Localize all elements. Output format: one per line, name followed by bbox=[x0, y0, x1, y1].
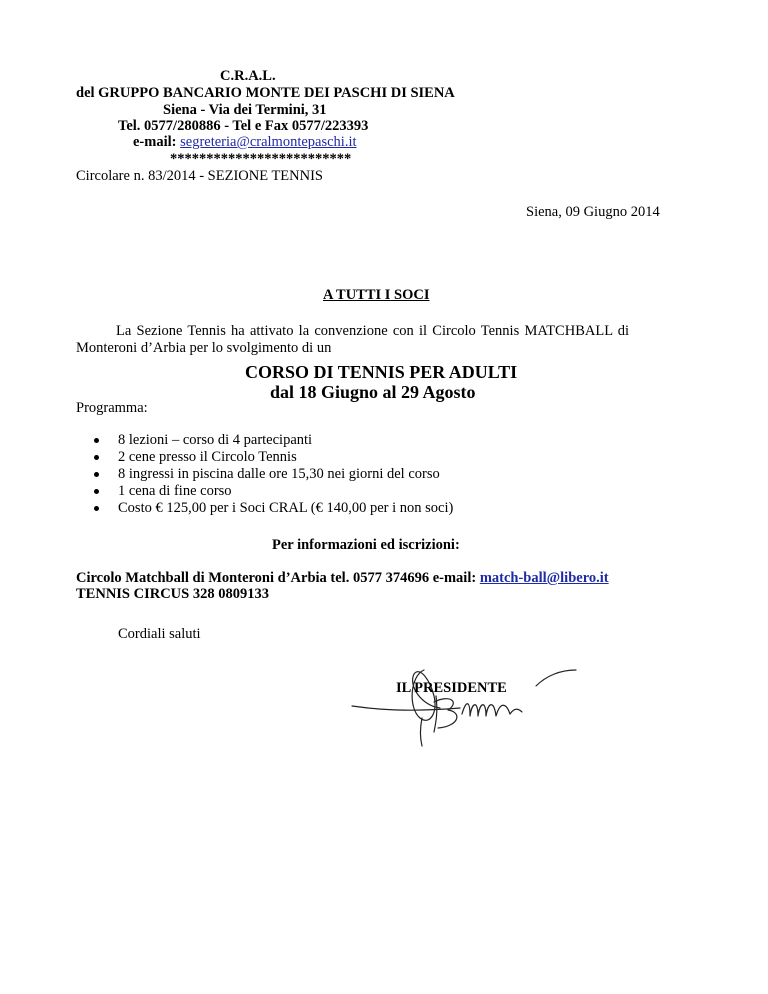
group-name: del GRUPPO BANCARIO MONTE DEI PASCHI DI SIENA bbox=[76, 85, 455, 101]
bullet-icon bbox=[94, 438, 99, 443]
org-name: C.R.A.L. bbox=[220, 68, 276, 84]
contact-line2: TENNIS CIRCUS 328 0809133 bbox=[76, 586, 269, 602]
program-item-text: 8 ingressi in piscina dalle ore 15,30 nei giorni del corso bbox=[118, 466, 440, 482]
closing-text: Cordiali saluti bbox=[118, 626, 201, 642]
program-label: Programma: bbox=[76, 400, 148, 416]
program-list bbox=[94, 432, 453, 517]
list-item bbox=[94, 466, 453, 483]
email-line bbox=[133, 134, 357, 151]
course-title: CORSO DI TENNIS PER ADULTI bbox=[245, 362, 518, 382]
signature bbox=[350, 656, 582, 748]
phone-line: Tel. 0577/280886 - Tel e Fax 0577/223393 bbox=[118, 118, 369, 134]
email-label: e-mail: bbox=[133, 134, 181, 150]
list-item bbox=[94, 449, 453, 466]
bullet-icon bbox=[94, 472, 99, 477]
program-item-text: Costo € 125,00 per i Soci CRAL (€ 140,00 per i non soci) bbox=[118, 500, 454, 516]
contact-text: Circolo Matchball di Monteroni d’Arbia tel. 0577 374696 e-mail: bbox=[76, 570, 480, 586]
list-item bbox=[94, 432, 453, 449]
signature-title: IL PRESIDENTE bbox=[396, 680, 507, 696]
course-dates: dal 18 Giugno al 29 Agosto bbox=[270, 382, 476, 402]
bullet-icon bbox=[94, 455, 99, 460]
bullet-icon bbox=[94, 489, 99, 494]
contact-email-link[interactable]: match-ball@libero.it bbox=[479, 570, 609, 586]
program-item-text: 1 cena di fine corso bbox=[118, 483, 232, 499]
program-item-text: 2 cene presso il Circolo Tennis bbox=[118, 449, 297, 465]
program-item-text: 8 lezioni – corso di 4 partecipanti bbox=[118, 432, 313, 448]
list-item bbox=[94, 500, 453, 517]
stars-divider: ************************* bbox=[170, 151, 352, 167]
list-item bbox=[94, 483, 453, 500]
contact-line1 bbox=[76, 570, 609, 587]
circular-number: Circolare n. 83/2014 - SEZIONE TENNIS bbox=[76, 168, 323, 184]
intro-text-line2: Monteroni d’Arbia per lo svolgimento di un bbox=[76, 340, 332, 356]
address: Siena - Via dei Termini, 31 bbox=[163, 102, 327, 118]
info-heading: Per informazioni ed iscrizioni: bbox=[272, 537, 460, 553]
recipient-heading: A TUTTI I SOCI bbox=[323, 287, 430, 303]
bullet-icon bbox=[94, 506, 99, 511]
handwritten-signature-icon bbox=[350, 656, 582, 748]
letter-date: Siena, 09 Giugno 2014 bbox=[526, 204, 660, 220]
intro-text-line1: La Sezione Tennis ha attivato la convenzione con il Circolo Tennis MATCHBALL di bbox=[116, 323, 630, 339]
email-link[interactable]: segreteria@cralmontepaschi.it bbox=[180, 134, 357, 150]
